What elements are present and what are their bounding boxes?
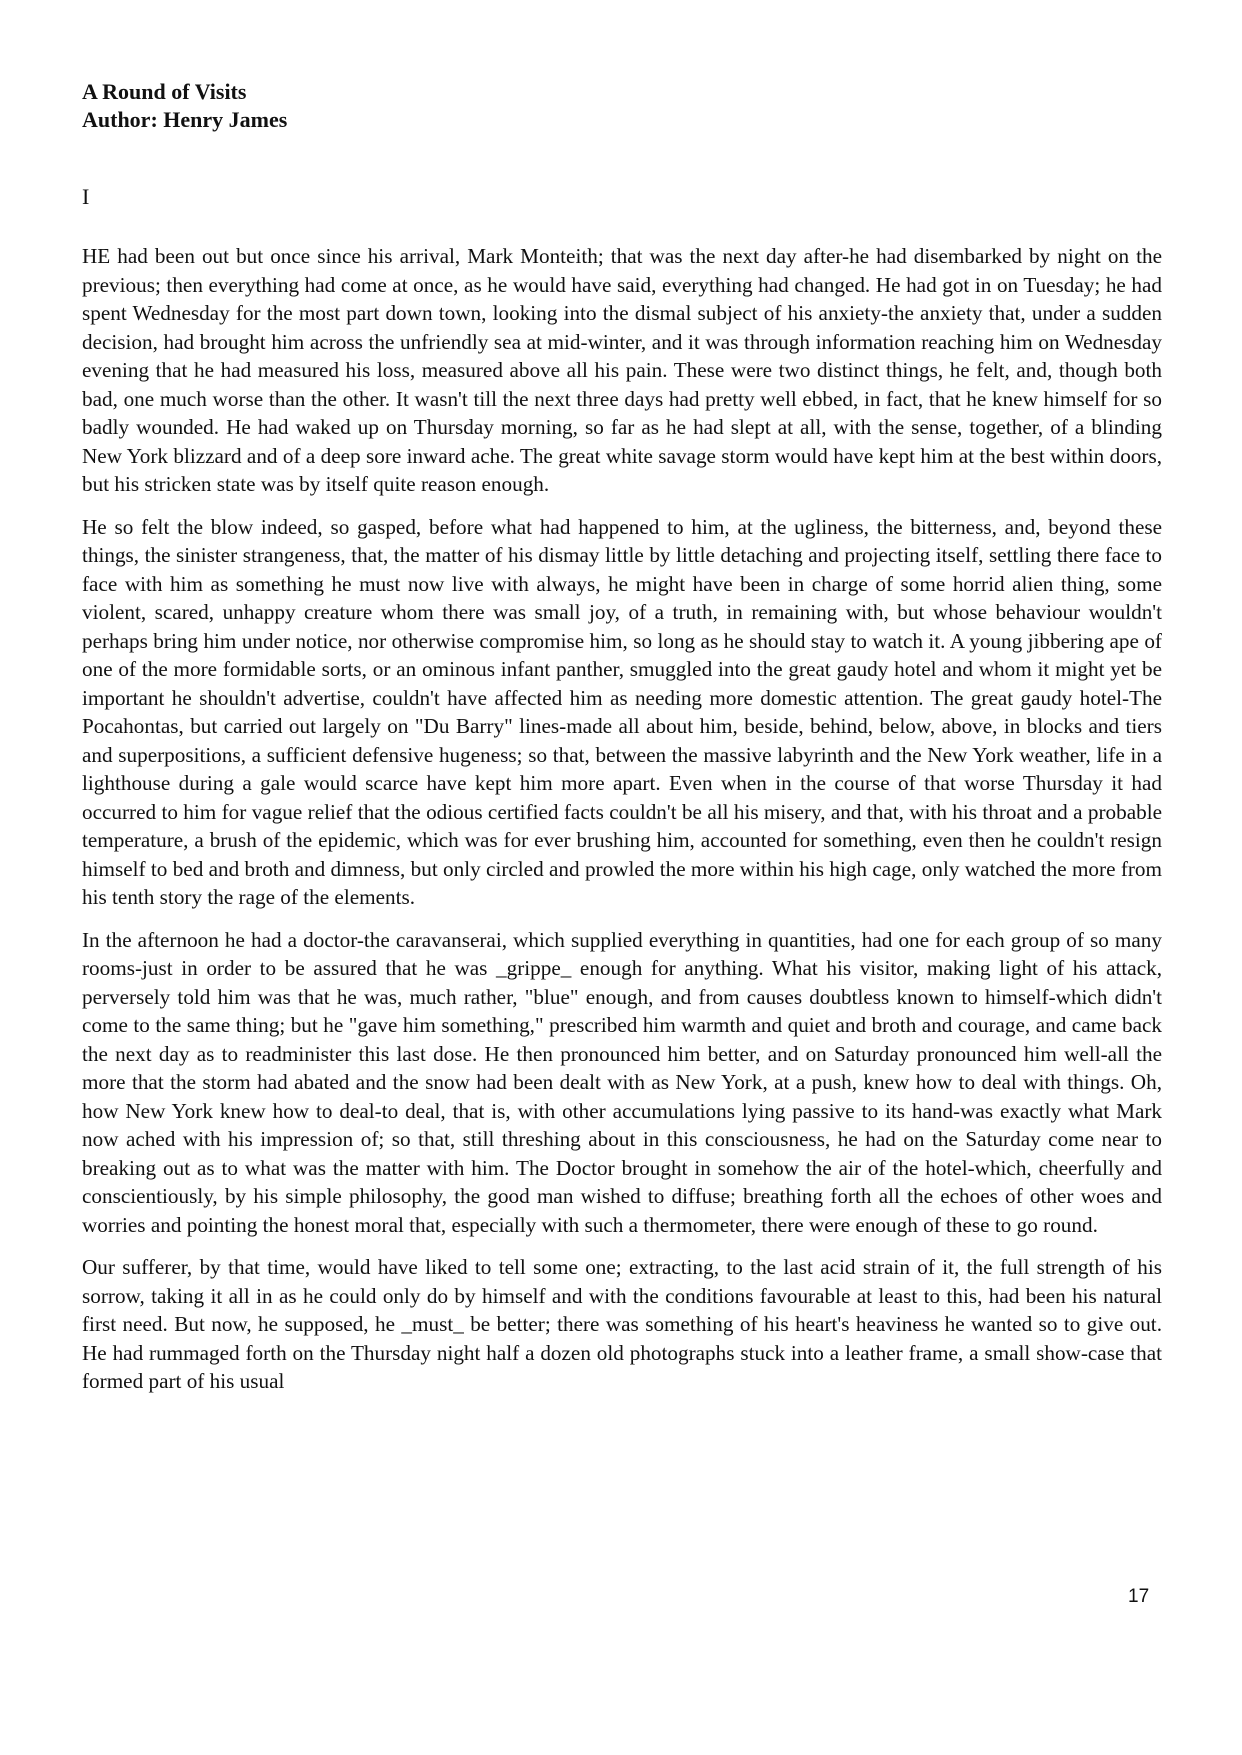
document-title: A Round of Visits — [82, 79, 247, 104]
chapter-heading: I — [82, 184, 90, 209]
document-author: Author: Henry James — [82, 107, 288, 132]
paragraph-4: Our sufferer, by that time, would have liked to tell some one; extracting, to the last acid strain of it, the full strength of his sorrow, taking it all in as he could only do by himself and with the conditions favourable at least to this, had been his natural first need. But now, he supposed, he _must_ be better; there was something of his heart's heaviness he wanted so to give out. He had rummaged forth on the Thursday night half a dozen old photographs stuck into a leather frame, a small show-case that formed part of his usual — [82, 1255, 1162, 1393]
paragraph-1: HE had been out but once since his arrival, Mark Monteith; that was the next day after-he had disembarked by night on the previous; then everything had come at once, as he would have said, everything had changed. He had got in on Tuesday; he had spent Wednesday for the most part down town, looking into the dismal subject of his anxiety-the anxiety that, under a sudden decision, had brought him across the unfriendly sea at mid-winter, and it was through information reaching him on Wednesday evening that he had measured his loss, measured above all his pain. These were two distinct things, he felt, and, though both bad, one much worse than the other. It wasn't till the next three days had pretty well ebbed, in fact, that he knew himself for so badly wounded. He had waked up on Thursday morning, so far as he had slept at all, with the sense, together, of a blinding New York blizzard and of a deep sore inward ache. The great white savage storm would have kept him at the best within doors, but his stricken state was by itself quite reason enough. — [82, 244, 1162, 496]
paragraph-3: In the afternoon he had a doctor-the caravanserai, which supplied everything in quantities, had one for each group of so many rooms-just in order to be assured that he was _grippe_ enough for anything. What his visitor, making light of his attack, perversely told him was that he was, much rather, "blue" enough, and from causes doubtless known to himself-which didn't come to the same thing; but he "gave him something," prescribed him warmth and quiet and broth and courage, and came back the next day as to readminister this last dose. He then pronounced him better, and on Saturday pronounced him well-all the more that the storm had abated and the snow had been dealt with as New York, at a push, knew how to deal with things. Oh, how New York knew how to deal-to deal, that is, with other accumulations lying passive to its hand-was exactly what Mark now ached with his impression of; so that, still threshing about in this consciousness, he had on the Saturday come near to breaking out as to what was the matter with him. The Doctor brought in somehow the air of the hotel-which, cheerfully and conscientiously, by his simple philosophy, the good man wished to diffuse; breathing forth all the echoes of other woes and worries and pointing the honest moral that, especially with such a thermometer, there were enough of these to go round. — [82, 927, 1162, 1237]
page-number: 17 — [1128, 1586, 1150, 1607]
paragraph-2: He so felt the blow indeed, so gasped, before what had happened to him, at the ugliness, the bitterness, and, beyond these things, the sinister strangeness, that, the matter of his dismay little by little detaching and projecting itself, settling there face to face with him as something he must now live with always, he might have been in charge of some horrid alien thing, some violent, scared, unhappy creature whom there was small joy, of a truth, in remaining with, but whose behaviour wouldn't perhaps bring him under notice, nor otherwise compromise him, so long as he should stay to watch it. A young jibbering ape of one of the more formidable sorts, or an ominous infant panther, smuggled into the great gaudy hotel and whom it might yet be important he shouldn't advertise, couldn't have affected him as needing more domestic attention. The great gaudy hotel-The Pocahontas, but carried out largely on "Du Barry" lines-made all about him, beside, behind, below, above, in blocks and tiers and superpositions, a sufficient defensive hugeness; so that, between the massive labyrinth and the New York weather, life in a lighthouse during a gale would scarce have kept him more apart. Even when in the course of that worse Thursday it had occurred to him for vague relief that the odious certified facts couldn't be all his misery, and that, with his throat and a probable temperature, a brush of the epidemic, which was for ever brushing him, accounted for something, even then he couldn't resign himself to bed and broth and dimness, but only circled and prowled the more within his high cage, only watched the more from his tenth story the rage of the elements. — [82, 514, 1162, 909]
document-page — [82, 78, 1162, 1396]
